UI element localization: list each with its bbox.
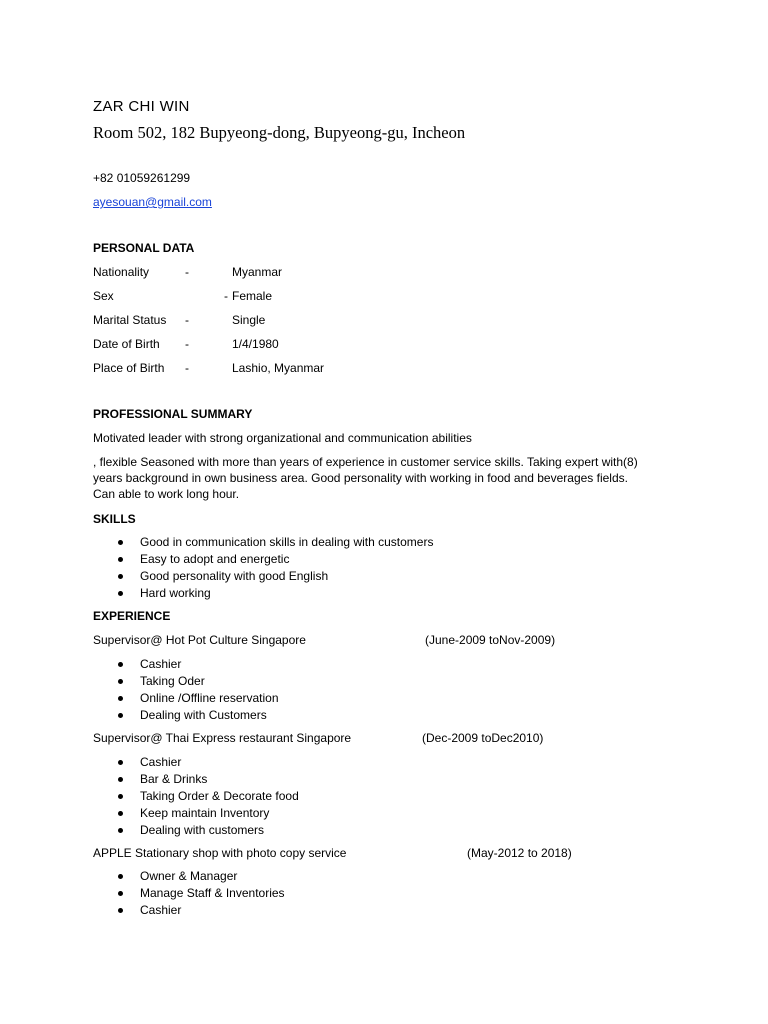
place-of-birth-label: Place of Birth xyxy=(93,361,165,375)
date-of-birth-separator: - xyxy=(185,337,189,351)
list-item: Dealing with Customers xyxy=(140,707,279,724)
email-link[interactable]: ayesouan@gmail.com xyxy=(93,195,212,209)
list-item: Taking Order & Decorate food xyxy=(140,789,299,803)
list-item: Owner & Manager xyxy=(140,868,285,885)
place-of-birth-value: Lashio, Myanmar xyxy=(232,361,325,375)
experience-heading: EXPERIENCE xyxy=(93,609,171,623)
nationality-value: Myanmar xyxy=(232,265,283,279)
job-period: (Dec-2009 toDec2010) xyxy=(422,731,544,745)
nationality-label: Nationality xyxy=(93,265,150,279)
job-duties-list xyxy=(140,754,299,839)
list-item: Online /Offline reservation xyxy=(140,691,279,705)
list-item: Bar & Drinks xyxy=(140,771,299,788)
phone-number: +82 01059261299 xyxy=(93,171,191,185)
marital-status-value: Single xyxy=(232,313,266,327)
skills-list xyxy=(140,534,433,602)
nationality-separator: - xyxy=(185,265,189,279)
sex-label: Sex xyxy=(93,289,114,303)
personal-data-heading: PERSONAL DATA xyxy=(93,241,195,255)
date-of-birth-value: 1/4/1980 xyxy=(232,337,279,351)
job-duties-list xyxy=(140,656,279,724)
summary-first-line: Motivated leader with strong organizational and communication abilities xyxy=(93,431,472,445)
candidate-name: ZAR CHI WIN xyxy=(93,98,190,115)
sex-value: Female xyxy=(232,289,273,303)
job-period: (June-2009 toNov-2009) xyxy=(425,633,556,647)
address: Room 502, 182 Bupyeong-dong, Bupyeong-gu, Incheon xyxy=(93,123,466,142)
job-title: Supervisor@ Thai Express restaurant Singapore xyxy=(93,731,352,745)
marital-status-label: Marital Status xyxy=(93,313,167,327)
list-item: Keep maintain Inventory xyxy=(140,805,299,822)
list-item: Cashier xyxy=(140,656,279,673)
list-item: Good personality with good English xyxy=(140,568,433,585)
job-period: (May-2012 to 2018) xyxy=(467,846,572,860)
summary-paragraph: , flexible Seasoned with more than years of experience in customer service skills. Taking expert with(8) years background in own business area. Good personality with working in food and beverages fields. Can able to work long hour. xyxy=(93,455,638,501)
list-item: Taking Oder xyxy=(140,673,279,690)
professional-summary-heading: PROFESSIONAL SUMMARY xyxy=(93,407,253,421)
place-of-birth-separator: - xyxy=(185,361,189,375)
list-item: Cashier xyxy=(140,754,299,771)
job-title: Supervisor@ Hot Pot Culture Singapore xyxy=(93,633,306,647)
job-title: APPLE Stationary shop with photo copy service xyxy=(93,846,347,860)
list-item: Good in communication skills in dealing with customers xyxy=(140,535,434,549)
list-item: Cashier xyxy=(140,902,285,919)
skills-heading: SKILLS xyxy=(93,512,136,526)
list-item: Easy to adopt and energetic xyxy=(140,551,433,568)
list-item: Dealing with customers xyxy=(140,822,299,839)
sex-separator: - xyxy=(224,289,228,303)
date-of-birth-label: Date of Birth xyxy=(93,337,160,351)
list-item: Hard working xyxy=(140,585,433,602)
marital-status-separator: - xyxy=(185,313,189,327)
list-item: Manage Staff & Inventories xyxy=(140,886,285,900)
job-duties-list xyxy=(140,868,285,919)
